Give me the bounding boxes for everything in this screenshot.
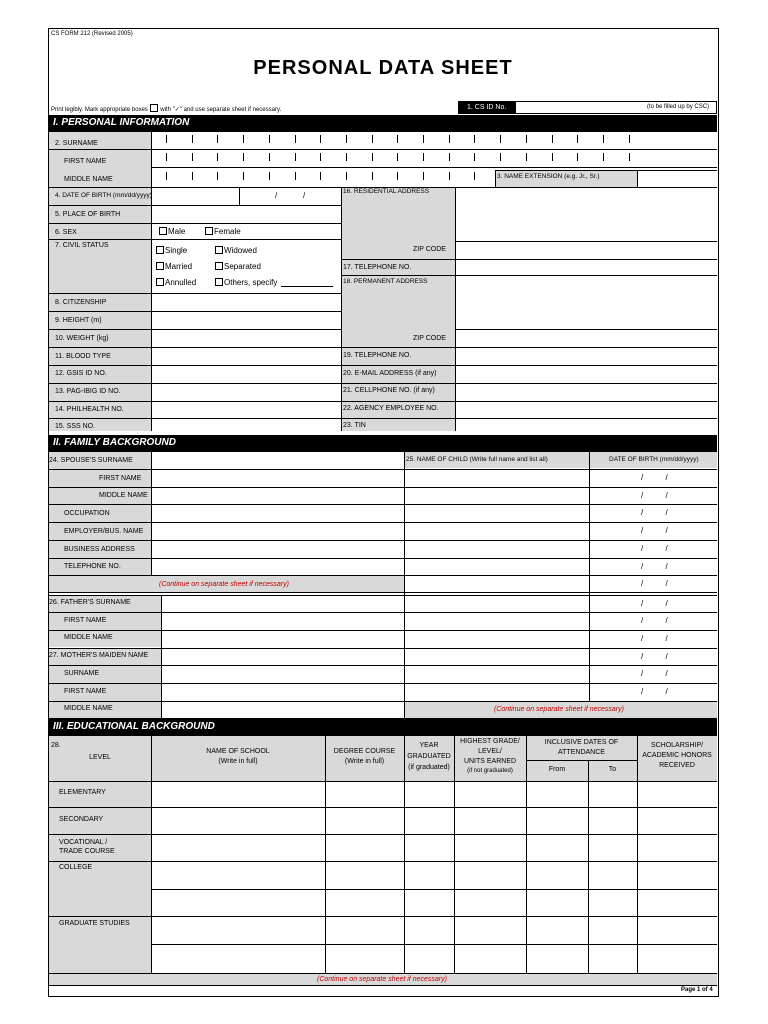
col-year-header-3: (if graduated) <box>408 764 450 771</box>
gsis-label: 12. GSIS ID NO. <box>55 370 107 377</box>
civil-others-label: Others, specify <box>224 278 278 287</box>
child-dob-separator: / / <box>641 508 668 517</box>
children-name-header: 25. NAME OF CHILD (Write full name and list all) <box>406 456 548 463</box>
rule <box>495 170 717 171</box>
level-elementary: ELEMENTARY <box>59 789 106 796</box>
child-dob-separator: / / <box>641 634 668 643</box>
education-item-number: 28. <box>51 742 61 749</box>
rule <box>341 259 717 260</box>
height-label: 9. HEIGHT (m) <box>55 317 102 324</box>
rule <box>454 735 455 973</box>
height-input[interactable] <box>151 311 341 328</box>
sex-female-label: Female <box>214 227 241 236</box>
rule <box>495 170 496 187</box>
label-column-bg-right <box>341 187 455 431</box>
civil-widowed-label: Widowed <box>224 246 257 255</box>
telephone-label: TELEPHONE NO. <box>64 563 121 570</box>
residential-zip-input[interactable] <box>455 241 717 259</box>
letter-box-tick <box>526 153 527 161</box>
rule <box>526 735 527 973</box>
rule <box>49 861 717 862</box>
letter-box-tick <box>320 135 321 143</box>
rule <box>49 239 341 240</box>
rule <box>49 701 717 702</box>
occupation-label: OCCUPATION <box>64 510 110 517</box>
letter-box-tick <box>577 153 578 161</box>
mother-surname-label: SURNAME <box>64 670 100 677</box>
civil-married-option[interactable] <box>156 262 192 271</box>
spouse-surname-input[interactable] <box>151 451 404 468</box>
rule <box>49 401 717 402</box>
instructions <box>51 104 281 113</box>
letter-box-tick <box>192 135 193 143</box>
rule <box>49 973 717 974</box>
child-dob-separator: / / <box>641 687 668 696</box>
letter-box-tick <box>449 172 450 180</box>
child-dob-separator: / / <box>641 526 668 535</box>
civil-single-option[interactable] <box>156 246 187 255</box>
level-secondary: SECONDARY <box>59 816 104 823</box>
gsis-input[interactable] <box>151 365 341 382</box>
letter-box-tick <box>397 135 398 143</box>
child-dob-separator: / / <box>641 669 668 678</box>
surname-label: 2. SURNAME <box>55 140 98 147</box>
mother-surname-input[interactable] <box>161 665 404 682</box>
father-surname-label: 26. FATHER'S SURNAME <box>49 599 131 606</box>
letter-box-tick <box>372 153 373 161</box>
mother-middle-name-label: MIDDLE NAME <box>64 705 113 712</box>
child-dob-separator: / / <box>641 652 668 661</box>
rule <box>404 735 405 973</box>
col-degree-header: DEGREE COURSE <box>333 748 396 755</box>
letter-box-tick <box>423 135 424 143</box>
rule <box>526 760 637 761</box>
rule <box>49 149 717 150</box>
rule <box>325 735 326 973</box>
rule <box>49 735 717 736</box>
letter-box-tick <box>629 153 630 161</box>
checkbox-icon[interactable] <box>156 246 164 254</box>
letter-box-tick <box>372 172 373 180</box>
rule <box>588 760 589 973</box>
col-honors-header-3: RECEIVED <box>659 762 695 769</box>
rule <box>49 329 341 330</box>
letter-box-tick <box>474 135 475 143</box>
cellphone-label: 21. CELLPHONE NO. (if any) <box>343 387 435 394</box>
residential-zip-label: ZIP CODE <box>413 246 446 253</box>
personal-data-sheet-form <box>48 28 719 997</box>
checkbox-sample-icon <box>150 104 158 112</box>
level-trade-course: TRADE COURSE <box>59 848 115 855</box>
letter-box-tick <box>397 172 398 180</box>
child-row-input[interactable] <box>405 540 717 557</box>
letter-box-tick <box>346 153 347 161</box>
philhealth-label: 14. PHILHEALTH NO. <box>55 406 124 413</box>
telephone-19-input[interactable] <box>455 347 717 364</box>
letter-box-tick <box>192 172 193 180</box>
letter-box-tick <box>500 135 501 143</box>
business-address-input[interactable] <box>151 540 404 557</box>
residential-address-input[interactable] <box>455 187 717 241</box>
civil-others-underline <box>281 286 333 287</box>
occupation-input[interactable] <box>151 504 404 521</box>
spouse-telephone-input[interactable] <box>151 558 404 575</box>
child-row-input[interactable] <box>405 469 717 486</box>
rule <box>151 131 152 431</box>
child-dob-separator: / / <box>641 562 668 571</box>
sss-label: 15. SSS NO. <box>55 423 96 430</box>
children-dob-header: DATE OF BIRTH (mm/dd/yyyy) <box>609 456 699 463</box>
rule <box>49 131 717 132</box>
child-row-input[interactable] <box>405 683 717 700</box>
letter-box-tick <box>295 153 296 161</box>
rule <box>49 718 717 719</box>
letter-box-tick <box>166 153 167 161</box>
name-extension-label: 3. NAME EXTENSION (e.g. Jr., Sr.) <box>497 173 600 180</box>
rule <box>341 187 342 431</box>
letter-box-tick <box>577 135 578 143</box>
email-input[interactable] <box>455 365 717 382</box>
letter-box-tick <box>217 153 218 161</box>
middle-name-label: MIDDLE NAME <box>64 176 113 183</box>
level-graduate-studies: GRADUATE STUDIES <box>59 920 130 927</box>
cs-id-label: 1. CS ID No. <box>467 104 507 111</box>
letter-box-tick <box>243 153 244 161</box>
father-first-name-label: FIRST NAME <box>64 617 107 624</box>
letter-box-tick <box>295 172 296 180</box>
letter-box-tick <box>166 135 167 143</box>
civil-annulled-option[interactable] <box>156 278 196 287</box>
rule <box>455 329 717 330</box>
section-family-background: II. FAMILY BACKGROUND <box>49 435 717 451</box>
rule <box>49 781 717 782</box>
rule <box>455 241 717 242</box>
telephone-19-label: 19. TELEPHONE NO. <box>343 352 412 359</box>
sex-male-label: Male <box>168 227 186 236</box>
child-row-input[interactable] <box>405 595 717 612</box>
rule <box>49 365 717 366</box>
telephone-17-input[interactable] <box>455 259 717 275</box>
col-school-sub: (Write in full) <box>218 758 258 765</box>
rule <box>49 311 341 312</box>
col-level-header: LEVEL <box>89 754 111 761</box>
spouse-continue-note: (Continue on separate sheet if necessary) <box>159 581 289 588</box>
blood-type-label: 11. BLOOD TYPE <box>55 353 111 360</box>
letter-box-tick <box>320 172 321 180</box>
child-row-input[interactable] <box>405 558 717 575</box>
instructions-text-post: with "✓" and use separate sheet if necessary. <box>160 107 282 113</box>
sex-label: 6. SEX <box>55 229 77 236</box>
spouse-surname-label: 24. SPOUSE'S SURNAME <box>49 457 133 464</box>
education-continue-note: (Continue on separate sheet if necessary) <box>317 976 447 983</box>
rule <box>49 383 717 384</box>
col-from-header: From <box>548 766 566 773</box>
spouse-first-name-input[interactable] <box>151 469 404 486</box>
level-vocational: VOCATIONAL / <box>59 839 108 846</box>
letter-box-tick <box>629 135 630 143</box>
letter-box-tick <box>552 153 553 161</box>
civil-single-label: Single <box>165 246 188 255</box>
col-to-header: To <box>608 766 617 773</box>
rule <box>151 735 152 973</box>
mother-first-name-label: FIRST NAME <box>64 688 107 695</box>
letter-box-tick <box>346 135 347 143</box>
agency-employee-input[interactable] <box>455 401 717 418</box>
checkbox-icon[interactable] <box>159 227 167 235</box>
email-label: 20. E-MAIL ADDRESS (if any) <box>343 370 437 377</box>
section-educational-background: III. EDUCATIONAL BACKGROUND <box>49 719 717 735</box>
sex-male-option[interactable] <box>159 227 185 236</box>
middle-name-input[interactable] <box>151 167 495 185</box>
letter-box-tick <box>603 135 604 143</box>
first-name-label: FIRST NAME <box>64 158 107 165</box>
checkbox-icon[interactable] <box>215 278 223 286</box>
permanent-zip-label: ZIP CODE <box>413 335 446 342</box>
spouse-middle-name-label: MIDDLE NAME <box>99 492 148 499</box>
rule <box>49 834 717 835</box>
rule <box>637 170 638 187</box>
child-row-input[interactable] <box>405 487 717 504</box>
employer-label: EMPLOYER/BUS. NAME <box>64 528 144 535</box>
letter-box-tick <box>423 172 424 180</box>
child-row-input[interactable] <box>405 648 717 665</box>
civil-married-label: Married <box>165 262 193 271</box>
letter-box-tick <box>552 135 553 143</box>
rule <box>49 418 717 419</box>
rule <box>151 167 717 168</box>
letter-box-tick <box>474 172 475 180</box>
pagibig-input[interactable] <box>151 383 341 400</box>
letter-box-tick <box>423 153 424 161</box>
checkbox-icon[interactable] <box>215 246 223 254</box>
letter-box-tick <box>217 172 218 180</box>
letter-box-tick <box>500 153 501 161</box>
letter-box-tick <box>243 135 244 143</box>
child-dob-separator: / / <box>641 544 668 553</box>
citizenship-label: 8. CITIZENSHIP <box>55 299 107 306</box>
col-dates-header-2: ATTENDANCE <box>558 749 605 756</box>
spouse-middle-name-input[interactable] <box>151 487 404 504</box>
letter-box-tick <box>526 135 527 143</box>
col-year-header-1: YEAR <box>419 742 439 749</box>
child-row-input[interactable] <box>405 612 717 629</box>
letter-box-tick <box>243 172 244 180</box>
letter-box-tick <box>449 153 450 161</box>
letter-box-tick <box>217 135 218 143</box>
civil-status-label: 7. CIVIL STATUS <box>55 242 109 249</box>
col-degree-sub: (Write in full) <box>344 758 385 765</box>
level-college: COLLEGE <box>59 864 93 871</box>
child-dob-separator: / / <box>641 616 668 625</box>
sss-input[interactable] <box>151 418 341 431</box>
col-dates-header-1: INCLUSIVE DATES OF <box>544 739 619 746</box>
child-row-input[interactable] <box>405 504 717 521</box>
rule <box>341 275 717 276</box>
pob-label: 5. PLACE OF BIRTH <box>55 211 121 218</box>
rule <box>49 293 341 294</box>
weight-label: 10. WEIGHT (kg) <box>55 335 109 342</box>
mother-maiden-label: 27. MOTHER'S MAIDEN NAME <box>49 652 149 659</box>
dob-slash-2: / <box>303 191 306 200</box>
citizenship-input[interactable] <box>151 293 341 310</box>
blood-type-input[interactable] <box>151 347 341 364</box>
rule <box>49 223 341 224</box>
permanent-address-input[interactable] <box>455 275 717 329</box>
col-highest-header-3: UNITS EARNED <box>463 758 517 765</box>
rule <box>49 205 341 206</box>
rule <box>455 187 456 431</box>
permanent-zip-input[interactable] <box>455 329 717 347</box>
rule <box>49 347 717 348</box>
first-name-input[interactable] <box>151 149 717 166</box>
civil-separated-label: Separated <box>224 262 261 271</box>
surname-input[interactable] <box>151 131 717 148</box>
weight-input[interactable] <box>151 329 341 346</box>
checkbox-icon[interactable] <box>156 278 164 286</box>
letter-box-tick <box>192 153 193 161</box>
col-honors-header-1: SCHOLARSHIP/ <box>650 742 704 749</box>
child-dob-separator: / / <box>641 599 668 608</box>
checkbox-icon[interactable] <box>215 262 223 270</box>
cs-id-note: (to be filled up by CSC) <box>647 104 710 110</box>
page-title: PERSONAL DATA SHEET <box>253 57 513 79</box>
rule <box>49 451 717 452</box>
rule <box>49 592 717 593</box>
letter-box-tick <box>346 172 347 180</box>
child-row-input[interactable] <box>405 630 717 647</box>
father-first-name-input[interactable] <box>161 612 404 629</box>
cellphone-input[interactable] <box>455 383 717 400</box>
education-level-bg <box>49 781 151 973</box>
letter-box-tick <box>603 153 604 161</box>
child-row-input[interactable] <box>405 575 717 592</box>
tin-input[interactable] <box>455 418 717 431</box>
col-highest-header-1: HIGHEST GRADE/ <box>460 738 520 745</box>
letter-box-tick <box>295 135 296 143</box>
mother-middle-name-input[interactable] <box>161 701 404 718</box>
rule <box>637 735 638 973</box>
spouse-first-name-label: FIRST NAME <box>99 475 142 482</box>
instructions-text-pre: Print legibly. Mark appropriate boxes <box>51 107 148 113</box>
rule <box>49 985 717 986</box>
col-honors-header-2: ACADEMIC HONORS <box>642 752 712 759</box>
sex-female-option[interactable] <box>205 227 241 236</box>
child-row-input[interactable] <box>405 522 717 539</box>
letter-box-tick <box>166 172 167 180</box>
letter-box-tick <box>372 135 373 143</box>
checkbox-icon[interactable] <box>205 227 213 235</box>
civil-annulled-label: Annulled <box>165 278 197 287</box>
child-dob-separator: / / <box>641 579 668 588</box>
child-row-input[interactable] <box>405 665 717 682</box>
rule <box>151 944 717 945</box>
col-highest-header-4: (if not graduated) <box>467 768 513 774</box>
father-middle-name-input[interactable] <box>161 630 404 647</box>
philhealth-input[interactable] <box>151 401 341 418</box>
employer-input[interactable] <box>151 522 404 539</box>
residential-address-label: 16. RESIDENTIAL ADDRESS <box>343 188 430 195</box>
letter-box-tick <box>269 153 270 161</box>
letter-box-tick <box>449 135 450 143</box>
rule <box>49 807 717 808</box>
dob-input[interactable] <box>239 187 341 204</box>
rule <box>49 916 717 917</box>
civil-widowed-option[interactable] <box>215 246 257 255</box>
letter-box-tick <box>320 153 321 161</box>
col-year-header-2: GRADUATED <box>407 753 451 760</box>
child-dob-separator: / / <box>641 491 668 500</box>
rule <box>151 889 717 890</box>
civil-others-option[interactable] <box>215 278 277 287</box>
mother-first-name-input[interactable] <box>161 683 404 700</box>
dob-slash-1: / <box>275 191 278 200</box>
rule <box>49 187 717 188</box>
letter-box-tick <box>269 172 270 180</box>
children-continue-note: (Continue on separate sheet if necessary) <box>494 706 624 713</box>
civil-separated-option[interactable] <box>215 262 261 271</box>
section-personal-information: I. PERSONAL INFORMATION <box>49 115 717 131</box>
telephone-17-label: 17. TELEPHONE NO. <box>343 264 412 271</box>
dob-label: 4. DATE OF BIRTH (mm/dd/yyyy) <box>55 192 152 199</box>
pob-input[interactable] <box>151 205 341 223</box>
father-middle-name-label: MIDDLE NAME <box>64 634 113 641</box>
page-number: Page 1 of 4 <box>681 987 713 993</box>
tin-label: 23. TIN <box>343 422 366 429</box>
name-extension-input[interactable] <box>637 170 717 187</box>
col-highest-header-2: LEVEL/ <box>478 748 502 755</box>
letter-box-tick <box>269 135 270 143</box>
col-school-header: NAME OF SCHOOL <box>206 748 270 755</box>
rule <box>239 187 240 205</box>
letter-box-tick <box>397 153 398 161</box>
business-address-label: BUSINESS ADDRESS <box>64 546 135 553</box>
father-surname-input[interactable] <box>161 595 404 612</box>
letter-box-tick <box>474 153 475 161</box>
permanent-address-label: 18. PERMANENT ADDRESS <box>343 278 428 285</box>
pagibig-label: 13. PAG-IBIG ID NO. <box>55 388 121 395</box>
form-number: CS FORM 212 (Revised 2005) <box>51 31 133 37</box>
agency-employee-label: 22. AGENCY EMPLOYEE NO. <box>343 405 439 412</box>
child-dob-separator: / / <box>641 473 668 482</box>
checkbox-icon[interactable] <box>156 262 164 270</box>
